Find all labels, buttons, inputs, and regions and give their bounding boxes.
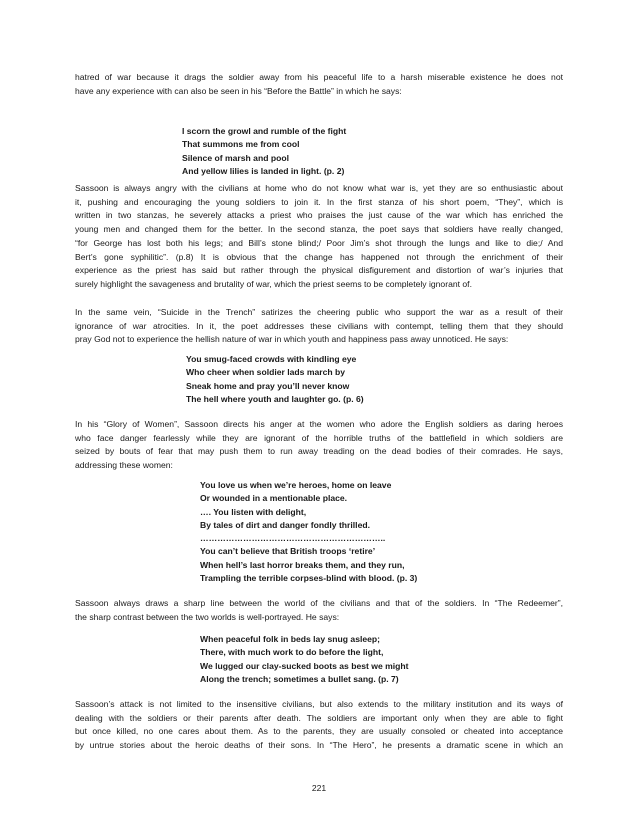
text-line: hatred of war because it drags the soldier away from his peaceful life to a harsh miserable existence he does not: [75, 72, 563, 82]
poem-quote-the-redeemer: [200, 633, 409, 686]
text-line: it, pushing and encouraging the young soldiers to join it. In the first stanza of his short poem, “They”, which is: [75, 196, 563, 207]
poem-line: Who cheer when soldier lads march by: [186, 367, 346, 378]
poem-quote-suicide-in-the-trench: [186, 353, 364, 406]
poem-quote-before-the-battle: [182, 125, 346, 178]
poem-line: And yellow lilies is landed in light. (p. 2): [182, 165, 345, 176]
poem-ellipsis-line: ………………………………………………………..: [200, 533, 386, 544]
text-line: surely highlight the savageness and brutality of war, which the priest seems to be completely ignorant of.: [75, 278, 472, 289]
poem-line: Sneak home and pray you’ll never know: [186, 380, 350, 391]
text-line: but once killed, no one cares about them. As to the parents, they are usually consoled or cheated into acceptance: [75, 726, 563, 737]
text-line: young men and changed them for the better. In the second stanza, the poet says that soldiers have really changed,: [75, 224, 563, 235]
text-line: “for George has lost both his legs; and Bill’s stone blind;/ Poor Jim’s shot through the lungs and like to die;/ And: [75, 237, 563, 248]
poem-line: …. You listen with delight,: [200, 506, 307, 517]
paragraph-intro: [75, 71, 563, 98]
text-line: Sassoon is always angry with the civilians at home who do not know what war is, yet they are so enthusiastic about: [75, 183, 563, 193]
paragraph-the-hero: [75, 698, 563, 753]
poem-line: You smug-faced crowds with kindling eye: [186, 354, 357, 364]
text-line: pray God not to experience the hellish nature of war in which youth and happiness pass away unnoticed. He says:: [75, 334, 509, 345]
poem-line: That summons me from cool: [182, 139, 300, 150]
poem-line: Or wounded in a mentionable place.: [200, 493, 348, 504]
poem-line: You can’t believe that British troops ‘retire’: [200, 546, 376, 557]
poem-line: When peaceful folk in beds lay snug asleep;: [200, 634, 381, 644]
poem-line: We lugged our clay-sucked boots as best we might: [200, 660, 409, 671]
text-line: experience as the priest has said but rather through the physical disfigurement and distortion of war’s injuries that: [75, 265, 563, 276]
paragraph-the-redeemer: [75, 597, 563, 624]
text-line: In the same vein, “Suicide in the Trench” satirizes the cheering public who support the war as a result of their: [75, 307, 563, 317]
poem-line: The hell where youth and laughter go. (p. 6): [186, 393, 364, 404]
text-line: have any experience with can also be seen in his “Before the Battle” in which he says:: [75, 85, 402, 96]
poem-line: By tales of dirt and danger fondly thrilled.: [200, 519, 370, 530]
poem-line: When hell’s last horror breaks them, and they run,: [200, 559, 405, 570]
poem-quote-glory-of-women: [200, 479, 417, 585]
text-line: ignorance of war atrocities. In it, the poet addresses these civilians with contempt, telling them that they should: [75, 320, 563, 331]
text-line: addressing these women:: [75, 460, 173, 471]
poem-line: Trampling the terrible corpses-blind with blood. (p. 3): [200, 573, 418, 584]
text-line: the sharp contrast between the two worlds is well-portrayed. He says:: [75, 611, 340, 622]
text-line: Sassoon’s attack is not limited to the insensitive civilians, but also extends to the military institution and its ways of: [75, 699, 563, 709]
page-number: 221: [311, 783, 327, 793]
paragraph-they: [75, 182, 563, 292]
text-line: Bert’s gone syphilitic”. (p.8) It is obvious that the change has happened not through the enrichment of their: [75, 251, 563, 262]
poem-line: Silence of marsh and pool: [182, 152, 289, 163]
paragraph-suicide-in-the-trench: [75, 306, 563, 347]
poem-line: Along the trench; sometimes a bullet sang. (p. 7): [200, 673, 399, 684]
poem-line: I scorn the growl and rumble of the fight: [182, 126, 347, 136]
text-line: by untrue stories about the heroic deaths of their sons. In “The Hero”, he presents a dramatic scene in which an: [75, 740, 563, 751]
text-line: written in two stanzas, he severely attacks a priest who praises the just cause of the war which has enriched the: [75, 210, 563, 221]
text-line: Sassoon always draws a sharp line between the world of the civilians and that of the soldiers. In “The Redeemer”,: [75, 598, 563, 608]
paragraph-glory-of-women: [75, 418, 563, 473]
text-line: seized by bouts of fear that may push them to run away treading on the dead bodies of their comrades. He says,: [75, 446, 563, 457]
text-line: dealing with the soldiers or their parents after death. The soldiers are important only when they are able to fight: [75, 712, 563, 723]
text-line: who face danger fearlessly while they are ignorant of the horrible truths of the battlefield in which soldiers are: [75, 432, 563, 443]
text-line: In his “Glory of Women”, Sassoon directs his anger at the women who adore the English soldiers as daring heroes: [75, 419, 563, 429]
poem-line: You love us when we’re heroes, home on leave: [200, 480, 392, 490]
poem-line: There, with much work to do before the light,: [200, 647, 384, 658]
